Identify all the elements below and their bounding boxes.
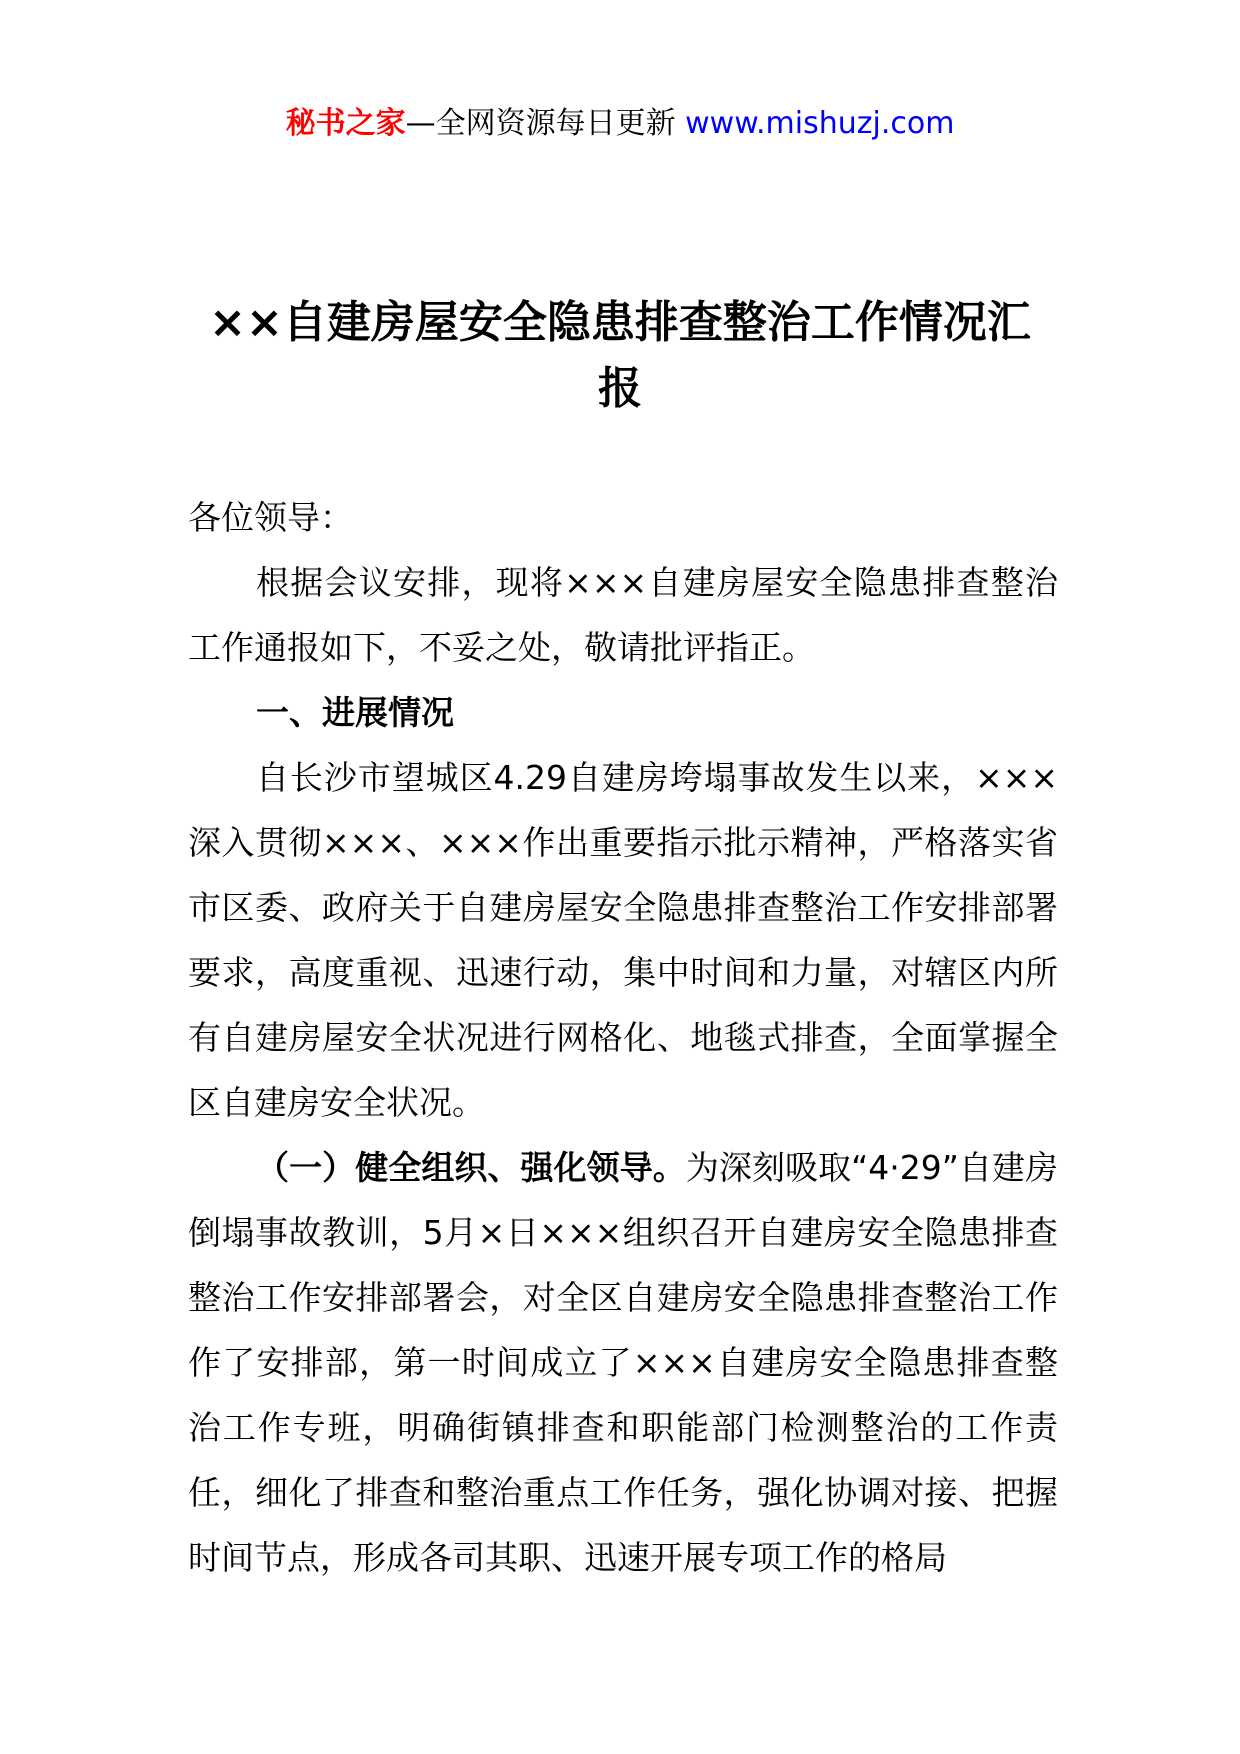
page-header: [0, 102, 1240, 146]
document-title: ××自建房屋安全隐患排查整治工作情况汇报: [209, 297, 1031, 414]
intro-paragraph: 根据会议安排，现将×××自建房屋安全隐患排查整治工作通报如下，不妥之处，敬请批评指正。: [188, 563, 1058, 667]
header-tagline: —全网资源每日更新: [405, 106, 686, 141]
progress-paragraph: 自长沙市望城区4.29自建房垮塌事故发生以来，×××深入贯彻×××、×××作出重要指示批示精神，严格落实省市区委、政府关于自建房屋安全隐患排查整治工作安排部署要求，高度重视、迅速行动，集中时间和力量，对辖区内所有自建房屋安全状况进行网格化、地毯式排查，全面掌握全区自建房安全状况。: [188, 758, 1058, 1122]
subsection-lead: （一）健全组织、强化领导。: [256, 1148, 686, 1187]
header-url-link[interactable]: www.mishuzj.com: [685, 106, 955, 141]
document-body: [188, 485, 1058, 1590]
header-brand: 秘书之家: [285, 106, 406, 141]
subsection-text: 为深刻吸取“4·29”自建房倒塌事故教训，5月×日×××组织召开自建房安全隐患排查整治工作安排部署会，对全区自建房安全隐患排查整治工作作了安排部，第一时间成立了×××自建房安全隐患排查整治工作专班，明确街镇排查和职能部门检测整治的工作责任，细化了排查和整治重点工作任务，强化协调对接、把握时间节点，形成各司其职、迅速开展专项工作的格局: [188, 1148, 1059, 1577]
section-heading: 一、进展情况: [256, 693, 454, 732]
salutation: 各位领导：: [188, 498, 353, 537]
subsection-paragraph: [188, 1135, 1058, 1590]
